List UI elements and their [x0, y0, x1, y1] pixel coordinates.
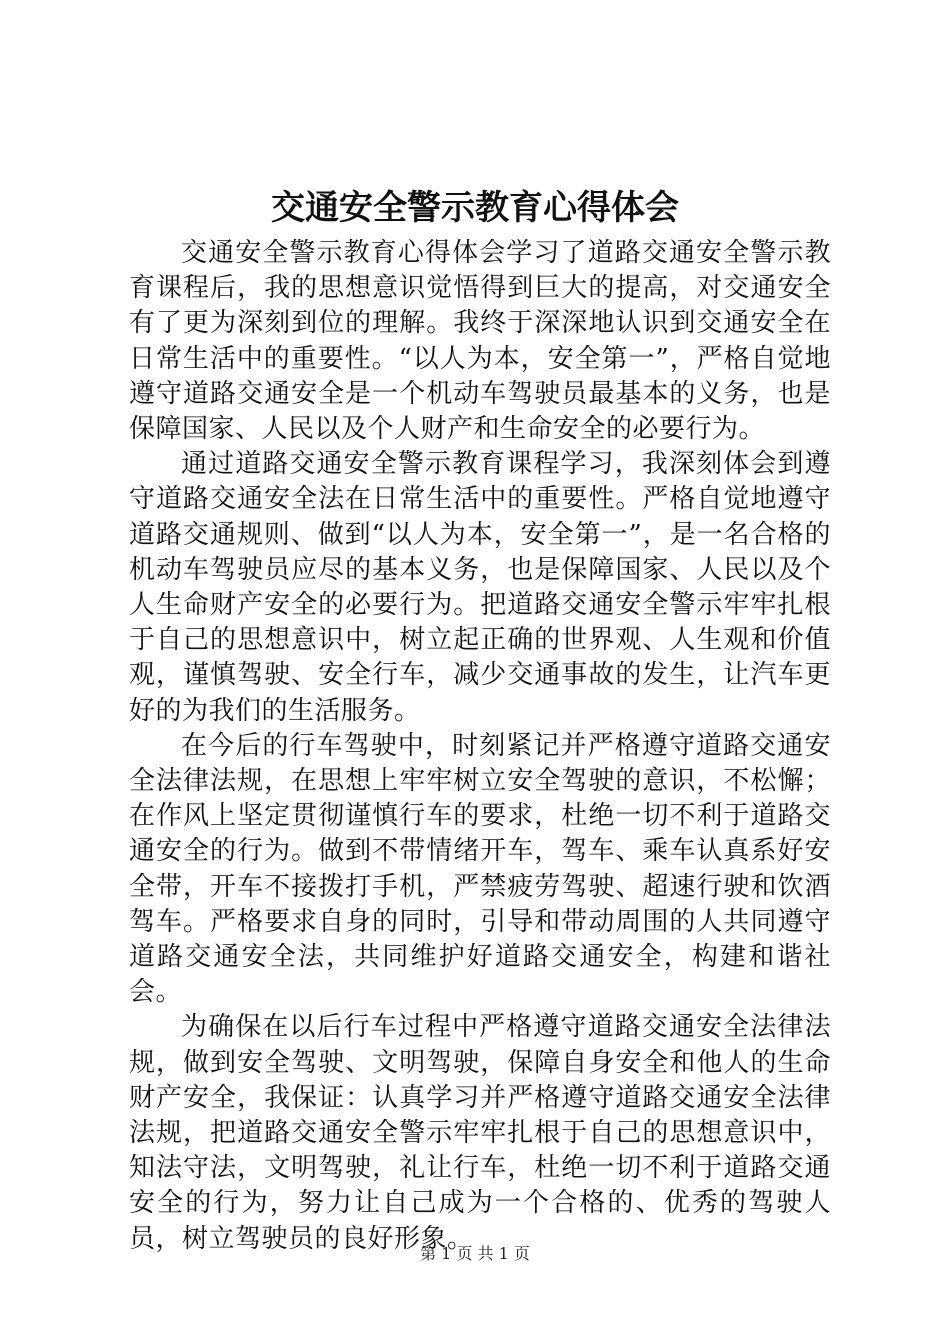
document-title: 交通安全警示教育心得体会	[271, 188, 679, 228]
paragraph-2: 通过道路交通安全警示教育课程学习，我深刻体会到遵守道路交通安全法在日常生活中的重要性。严格自觉地遵守道路交通规则、做到“以人为本，安全第一”，是一名合格的机动车驾驶员应尽的基本义务，也是保障国家、人民以及个人生命财产安全的必要行为。把道路交通安全警示牢牢扎根于自己的思想意识中，树立起正确的世界观、人生观和价值观，谨慎驾驶、安全行车，减少交通事故的发生，让汽车更好的为我们的生活服务。	[129, 449, 831, 726]
page-footer: 第 1 页 共 1 页	[420, 1244, 530, 1263]
paragraph-1: 交通安全警示教育心得体会学习了道路交通安全警示教育课程后，我的思想意识觉悟得到巨大的提高，对交通安全有了更为深刻到位的理解。我终于深深地认识到交通安全在日常生活中的重要性。“以人为本，安全第一”，严格自觉地遵守道路交通安全是一个机动车驾驶员最基本的义务，也是保障国家、人民以及个人财产和生命安全的必要行为。	[129, 238, 831, 445]
paragraph-3: 在今后的行车驾驶中，时刻紧记并严格遵守道路交通安全法律法规，在思想上牢牢树立安全驾驶的意识，不松懈；在作风上坚定贯彻谨慎行车的要求，杜绝一切不利于道路交通安全的行为。做到不带情绪开车，驾车、乘车认真系好安全带，开车不接拨打手机，严禁疲劳驾驶、超速行驶和饮酒驾车。严格要求自身的同时，引导和带动周围的人共同遵守道路交通安全法，共同维护好道路交通安全，构建和谐社会。	[129, 730, 831, 1008]
document-body	[129, 236, 831, 1257]
paragraph-4: 为确保在以后行车过程中严格遵守道路交通安全法律法规，做到安全驾驶、文明驾驶，保障自身安全和他人的生命财产安全，我保证：认真学习并严格遵守道路交通安全法律法规，把道路交通安全警示牢牢扎根于自己的思想意识中，知法守法，文明驾驶，礼让行车，杜绝一切不利于道路交通安全的行为，努力让自己成为一个合格的、优秀的驾驶人员，树立驾驶员的良好形象。	[129, 1012, 831, 1254]
